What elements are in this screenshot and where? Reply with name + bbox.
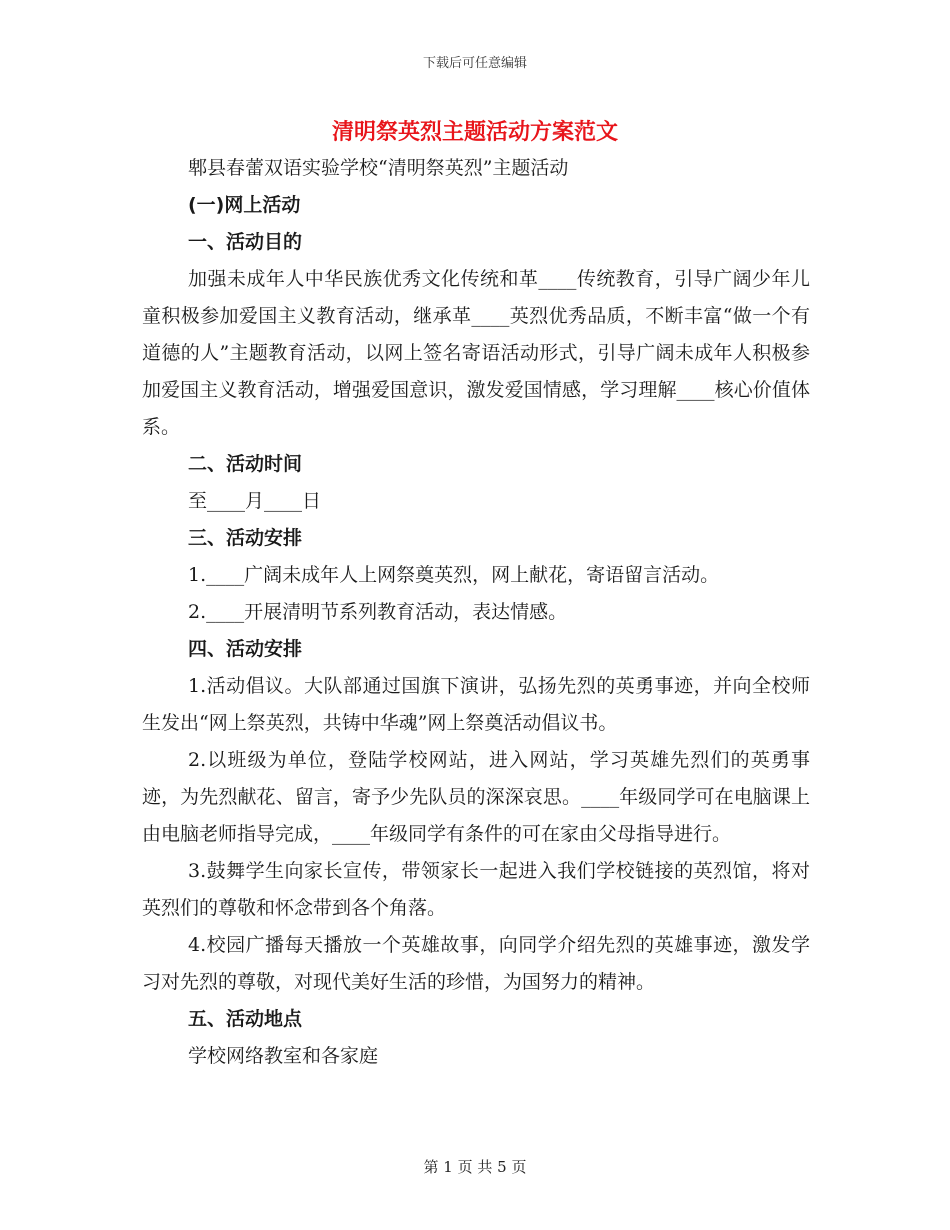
arrangement-detail-item: 1.活动倡议。大队部通过国旗下演讲，弘扬先烈的英勇事迹，并向全校师生发出“网上祭英烈，共铸中华魂”网上祭奠活动倡议书。 — [142, 675, 810, 734]
time-paragraph: 至____月____日 — [188, 490, 322, 512]
arrangement-item: 2.____开展清明节系列教育活动，表达情感。 — [188, 601, 568, 623]
location-heading: 五、活动地点 — [188, 1008, 303, 1030]
header-note: 下载后可任意编辑 — [422, 56, 527, 71]
time-heading: 二、活动时间 — [188, 453, 303, 475]
arrangement-heading: 三、活动安排 — [188, 527, 303, 549]
arrangement-detail-item: 4.校园广播每天播放一个英雄故事，向同学介绍先烈的英雄事迹，激发学习对先烈的尊敬，对现代美好生活的珍惜，为国努力的精神。 — [142, 934, 810, 993]
location-paragraph: 学校网络教室和各家庭 — [188, 1045, 379, 1067]
arrangement-detail-item: 2.以班级为单位，登陆学校网站，进入网站，学习英雄先烈们的英勇事迹，为先烈献花、留言，寄予少先队员的深深哀思。____年级同学可在电脑课上由电脑老师指导完成，____年级同学有条件的可在家由父母指导进行。 — [142, 749, 810, 845]
page-footer: 第 1 页 共 5 页 — [423, 1158, 527, 1176]
arrangement-detail-item: 3.鼓舞学生向家长宣传，带领家长一起进入我们学校链接的英烈馆，将对英烈们的尊敬和怀念带到各个角落。 — [142, 860, 810, 919]
arrangement-heading-2: 四、活动安排 — [188, 638, 303, 660]
arrangement-item: 1.____广阔未成年人上网祭奠英烈，网上献花，寄语留言活动。 — [188, 564, 720, 586]
purpose-paragraph: 加强未成年人中华民族优秀文化传统和革____传统教育，引导广阔少年儿童积极参加爱国主义教育活动，继承革____英烈优秀品质，不断丰富“做一个有道德的人”主题教育活动，以网上签名寄语活动形式，引导广阔未成年人积极参加爱国主义教育活动，增强爱国意识，激发爱国情感，学习理解____核心价值体系。 — [142, 268, 810, 438]
purpose-heading: 一、活动目的 — [188, 231, 303, 253]
document-body — [142, 150, 810, 1075]
document-title: 清明祭英烈主题活动方案范文 — [331, 120, 618, 145]
section-online-heading: (一)网上活动 — [188, 194, 301, 216]
intro-line: 郫县春蕾双语实验学校“清明祭英烈”主题活动 — [188, 157, 569, 179]
